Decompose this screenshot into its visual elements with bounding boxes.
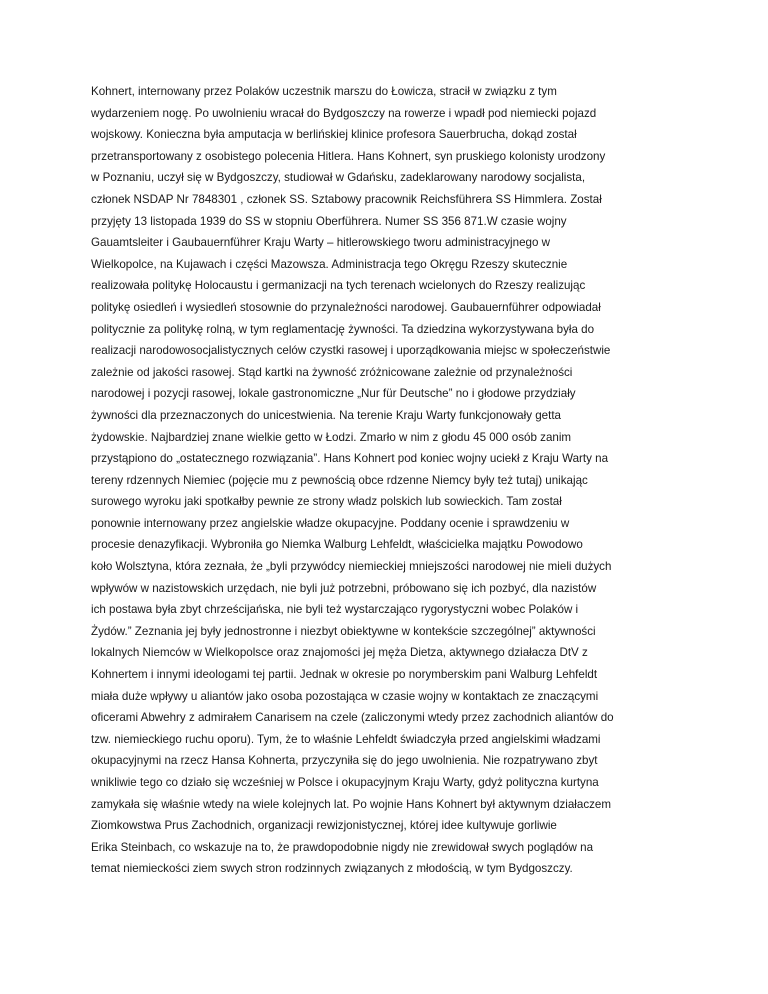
text-line: realizowała politykę Holocaustu i germanizacji na tych terenach wcielonych do Rzeszy realizując xyxy=(91,279,586,293)
text-line: żywności dla przeznaczonych do unicestwienia. Na terenie Kraju Warty funkcjonowały getta xyxy=(91,408,561,422)
text-line: miała duże wpływy u aliantów jako osoba pozostająca w czasie wojny w kontaktach ze znaczącymi xyxy=(91,689,599,703)
text-line: w Poznaniu, uczył się w Bydgoszczy, studiował w Gdańsku, zadeklarowany narodowy socjalista, xyxy=(91,171,586,185)
text-line: członek NSDAP Nr 7848301 , członek SS. Sztabowy pracownik Reichsführera SS Himmlera. Został xyxy=(91,192,602,206)
text-line: ponownie internowany przez angielskie władze okupacyjne. Poddany ocenie i sprawdzeniu w xyxy=(91,516,570,530)
text-line: zamykała się właśnie wtedy na wiele kolejnych lat. Po wojnie Hans Kohnert był aktywnym działaczem xyxy=(91,797,612,811)
text-line: politycznie za politykę rolną, w tym reglamentację żywności. Ta dziedzina wykorzystywana była do xyxy=(91,322,595,336)
text-line: politykę osiedleń i wysiedleń stosownie do przynależności narodowej. Gaubauernführer odpowiadał xyxy=(91,300,601,314)
text-line: tzw. niemieckiego ruchu oporu). Tym, że to właśnie Lehfeldt świadczyła przed angielskimi władzami xyxy=(91,732,601,746)
text-line: tereny rdzennych Niemiec (pojęcie mu z pewnością obce rdzenne Niemcy były też tutaj) unikając xyxy=(91,473,588,487)
text-line: przystąpiono do „ostatecznego rozwiązania”. Hans Kohnert pod koniec wojny uciekł z Kraju Warty na xyxy=(91,452,609,466)
text-line: lokalnych Niemców w Wielkopolsce oraz znajomości jej męża Dietza, aktywnego działacza DtV z xyxy=(91,646,588,660)
text-line: okupacyjnymi na rzecz Hansa Kohnerta, przyczyniła się do jego uwolnienia. Nie rozpatrywano zbyt xyxy=(91,754,598,768)
text-line: przyjęty 13 listopada 1939 do SS w stopniu Oberführera. Numer SS 356 871.W czasie wojny xyxy=(91,214,567,228)
text-line: surowego wyroku jaki spotkałby pewnie ze strony władz polskich lub sowieckich. Tam został xyxy=(91,495,562,509)
text-line: żydowskie. Najbardziej znane wielkie getto w Łodzi. Zmarło w nim z głodu 45 000 osób zanim xyxy=(91,430,572,444)
text-line: wpływów w nazistowskich urzędach, nie byli już potrzebni, próbowano się ich pozbyć, dla nazistów xyxy=(91,581,597,595)
text-line: Erika Steinbach, co wskazuje na to, że prawdopodobnie nigdy nie zrewidował swych poglądów na xyxy=(91,840,594,854)
text-line: zależnie od jakości rasowej. Stąd kartki na żywność zróżnicowane zależnie od przynależności xyxy=(91,365,573,379)
text-line: przetransportowany z osobistego polecenia Hitlera. Hans Kohnert, syn pruskiego kolonisty urodzony xyxy=(91,149,606,163)
text-line: ich postawa była zbyt chrześcijańska, nie byli też wystarczająco rygorystyczni wobec Polaków i xyxy=(91,603,579,617)
text-line: Żydów.” Zeznania jej były jednostronne i niezbyt obiektywne w kontekście szczególnej” aktywności xyxy=(91,624,596,638)
text-line: wnikliwie tego co działo się wcześniej w Polsce i okupacyjnym Kraju Warty, gdyż polityczna kurtyna xyxy=(91,776,599,789)
text-line: Wielkopolce, na Kujawach i części Mazowsza. Administracja tego Okręgu Rzeszy skutecznie xyxy=(91,257,568,271)
text-line: oficerami Abwehry z admirałem Canarisem na czele (zaliczonymi wtedy przez zachodnich aliantów do xyxy=(91,711,614,725)
text-line: wojskowy. Konieczna była amputacja w berlińskiej klinice profesora Sauerbrucha, dokąd został xyxy=(91,128,577,142)
text-line: narodowej i pozycji rasowej, lokale gastronomiczne „Nur für Deutsche” no i głodowe przydziały xyxy=(91,387,576,401)
text-line: realizacji narodowosocjalistycznych celów czystki rasowej i uporządkowania miejsc w społeczeństwie xyxy=(91,344,611,358)
text-line: temat niemieckości ziem swych stron rodzinnych związanych z młodością, w tym Bydgoszczy. xyxy=(91,862,573,876)
text-line: wydarzeniem nogę. Po uwolnieniu wracał do Bydgoszczy na rowerze i wpadł pod niemiecki pojazd xyxy=(91,106,597,120)
text-line: koło Wolsztyna, która zeznała, że „byli przywódcy niemieckiej mniejszości narodowej nie mieli dużych xyxy=(91,560,612,574)
text-line: procesie denazyfikacji. Wybroniła go Niemka Walburg Lehfeldt, właścicielka majątku Powodowo xyxy=(91,538,583,552)
text-line: Gauamtsleiter i Gaubauernführer Kraju Warty – hitlerowskiego tworu administracyjnego w xyxy=(91,236,551,250)
body-paragraph xyxy=(91,81,691,880)
text-line: Kohnertem i innymi ideologami tej partii. Jednak w okresie po norymberskim pani Walburg Lehfeldt xyxy=(91,668,598,682)
text-line: Ziomkowstwa Prus Zachodnich, organizacji rewizjonistycznej, której idee kultywuje gorliwie xyxy=(91,819,557,833)
text-line: Kohnert, internowany przez Polaków uczestnik marszu do Łowicza, stracił w związku z tym xyxy=(91,85,557,98)
